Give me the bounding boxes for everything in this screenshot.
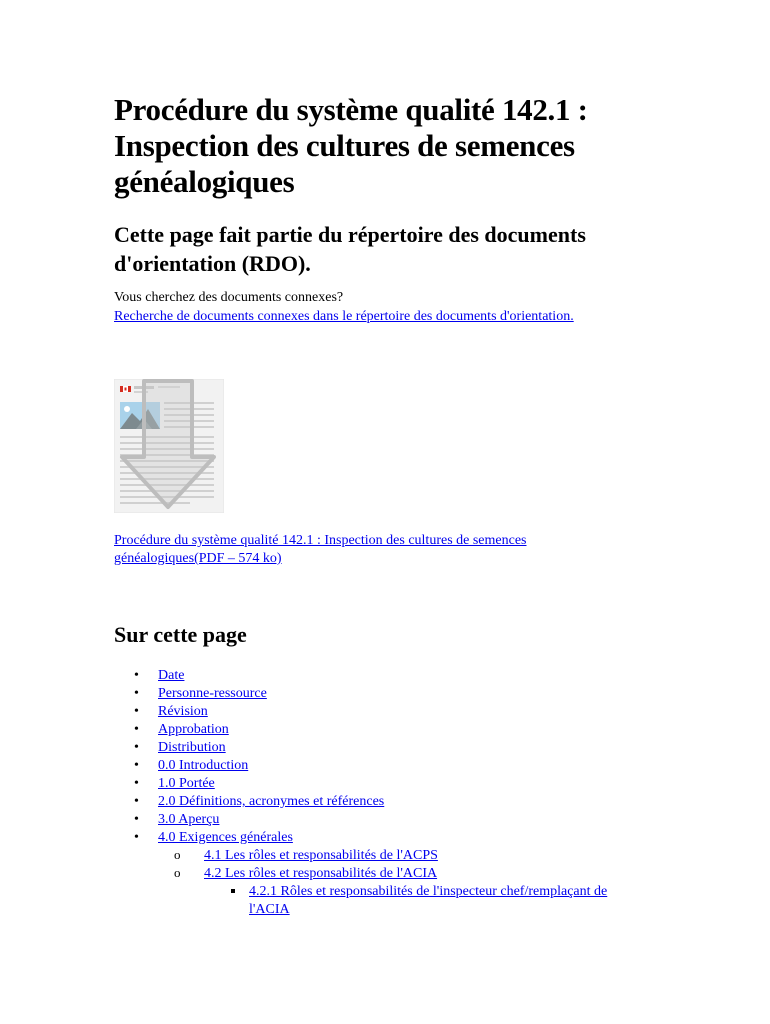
toc-item-general-requirements bbox=[158, 829, 648, 847]
toc-link[interactable]: 3.0 Aperçu bbox=[158, 812, 220, 827]
pdf-download-thumbnail-icon[interactable] bbox=[114, 379, 224, 513]
toc-item-definitions bbox=[158, 793, 648, 811]
toc-link[interactable]: Révision bbox=[158, 704, 208, 719]
toc-link[interactable]: 4.2.1 Rôles et responsabilités de l'inspecteur chef/remplaçant de l'ACIA bbox=[249, 884, 608, 917]
toc-item-chief-inspector-roles bbox=[249, 883, 648, 919]
toc-item-revision bbox=[158, 703, 648, 721]
table-of-contents bbox=[158, 667, 648, 919]
toc-link[interactable]: 4.1 Les rôles et responsabilités de l'ACPS bbox=[204, 848, 438, 863]
toc-link[interactable]: Approbation bbox=[158, 722, 229, 737]
toc-item-approval bbox=[158, 721, 648, 739]
page-subtitle: Cette page fait partie du répertoire des documents d'orientation (RDO). bbox=[114, 222, 586, 276]
toc-item-distribution bbox=[158, 739, 648, 757]
toc-link[interactable]: Distribution bbox=[158, 740, 226, 755]
toc-link[interactable]: 0.0 Introduction bbox=[158, 758, 249, 773]
toc-link[interactable]: 4.0 Exigences générales bbox=[158, 830, 293, 845]
toc-item-date bbox=[158, 667, 648, 685]
toc-item-acps-roles bbox=[204, 847, 648, 865]
toc-link[interactable]: 4.2 Les rôles et responsabilités de l'ACIA bbox=[204, 866, 438, 881]
toc-heading: Sur cette page bbox=[114, 622, 247, 647]
toc-link[interactable]: 1.0 Portée bbox=[158, 776, 215, 791]
toc-item-contact bbox=[158, 685, 648, 703]
toc-item-acia-roles bbox=[204, 865, 648, 883]
related-documents-link[interactable]: Recherche de documents connexes dans le répertoire des documents d'orientation. bbox=[114, 309, 574, 324]
toc-item-scope bbox=[158, 775, 648, 793]
toc-item-introduction bbox=[158, 757, 648, 775]
page-title: Procédure du système qualité 142.1 : Inspection des cultures de semences généalogiques bbox=[114, 92, 588, 199]
related-documents-text: Vous cherchez des documents connexes? bbox=[114, 290, 344, 305]
toc-item-overview bbox=[158, 811, 648, 829]
toc-link[interactable]: 2.0 Définitions, acronymes et références bbox=[158, 794, 385, 809]
toc-link[interactable]: Date bbox=[158, 668, 185, 683]
pdf-download-link[interactable]: Procédure du système qualité 142.1 : Inspection des cultures de semences généalogiques(PDF – 574 ko) bbox=[114, 533, 527, 566]
toc-link[interactable]: Personne-ressource bbox=[158, 686, 267, 701]
